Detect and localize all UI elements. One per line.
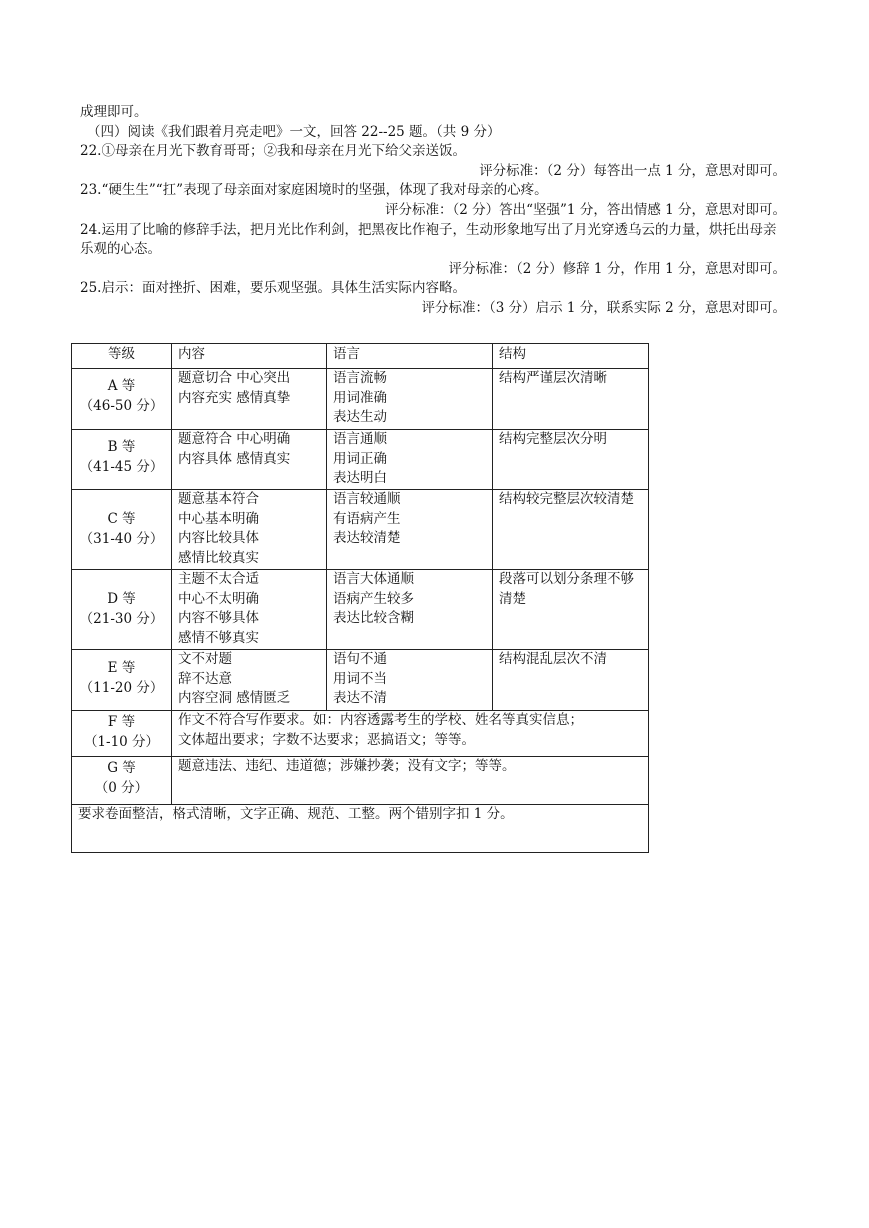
language-line: 表达较清楚 (333, 530, 401, 547)
content-line: 题意切合 中心突出 (178, 370, 291, 386)
structure-cell (493, 369, 649, 430)
header-structure: 结构 (493, 344, 649, 369)
scoring-24: 评分标准：（2 分）修辞 1 分，作用 1 分，意思对即可。 (448, 260, 786, 277)
grade-cell (72, 490, 172, 570)
content-cell (172, 369, 327, 430)
footer-note: 要求卷面整洁，格式清晰，文字正确、规范、工整。两个错别字扣 1 分。 (72, 805, 649, 853)
language-line: 表达明白 (333, 470, 387, 487)
answer-23: 23.“硬生生”“扛”表现了母亲面对家庭困境时的坚强，体现了我对母亲的心疼。 (80, 182, 548, 199)
content-line: 感情不够真实 (178, 629, 259, 646)
content-line: 主题不太合适 (178, 571, 259, 587)
description-cell (172, 757, 649, 805)
table-row (72, 490, 649, 570)
description-line: 题意违法、违纪、违道德；涉嫌抄袭；没有文字；等等。 (178, 758, 516, 774)
language-line: 语病产生较多 (333, 590, 414, 607)
grade-cell (72, 650, 172, 711)
content-cell (172, 570, 327, 650)
scoring-25: 评分标准：（3 分）启示 1 分，联系实际 2 分，意思对即可。 (421, 299, 786, 316)
grade-range: （0 分） (94, 779, 149, 796)
grade-label: A 等 (107, 378, 136, 394)
language-cell (327, 570, 493, 650)
scoring-23: 评分标准：（2 分）答出“坚强”1 分，答出情感 1 分，意思对即可。 (385, 201, 786, 218)
grade-range: （21-30 分） (79, 610, 164, 627)
grade-cell (72, 711, 172, 757)
answer-22: 22.①母亲在月光下教育哥哥；②我和母亲在月光下给父亲送饭。 (80, 143, 466, 160)
essay-rubric-table (71, 343, 649, 853)
language-line: 表达比较含糊 (333, 610, 414, 627)
content-line: 内容空洞 感情匮乏 (178, 690, 291, 707)
header-grade: 等级 (72, 344, 172, 369)
structure-text: 结构完整层次分明 (499, 431, 607, 447)
structure-text: 段落可以划分条理不够清楚 (499, 571, 634, 607)
description-cell (172, 711, 649, 757)
content-line: 文不对题 (178, 651, 232, 667)
language-line: 有语病产生 (333, 510, 401, 527)
structure-text: 结构严谨层次清晰 (499, 370, 607, 386)
table-row (72, 650, 649, 711)
grade-range: （11-20 分） (79, 679, 164, 696)
grade-range: （1-10 分） (83, 733, 160, 750)
structure-text: 结构混乱层次不清 (499, 651, 607, 667)
language-line: 语言通顺 (333, 431, 387, 447)
table-row (72, 757, 649, 805)
content-line: 中心基本明确 (178, 510, 259, 527)
content-line: 内容不够具体 (178, 610, 259, 627)
grade-label: D 等 (107, 591, 136, 607)
grade-label: C 等 (107, 511, 136, 527)
description-line: 文体超出要求；字数不达要求；恶搞语文；等等。 (178, 731, 475, 748)
section-heading: （四）阅读《我们跟着月亮走吧》一文，回答 22--25 题。（共 9 分） (87, 123, 501, 140)
language-line: 用词不当 (333, 670, 387, 687)
content-line: 题意符合 中心明确 (178, 431, 291, 447)
content-line: 辞不达意 (178, 670, 232, 687)
content-line: 题意基本符合 (178, 491, 259, 507)
description-line: 作文不符合写作要求。如：内容透露考生的学校、姓名等真实信息； (178, 712, 583, 728)
content-line: 感情比较真实 (178, 549, 259, 566)
structure-cell (493, 490, 649, 570)
language-line: 表达不清 (333, 690, 387, 707)
answer-line: 成理即可。 (80, 104, 148, 120)
table-row (72, 570, 649, 650)
content-cell (172, 430, 327, 490)
structure-text: 结构较完整层次较清楚 (499, 491, 634, 507)
content-line: 中心不太明确 (178, 590, 259, 607)
grade-label: G 等 (107, 760, 136, 776)
grade-cell (72, 757, 172, 805)
language-line: 表达生动 (333, 409, 387, 426)
language-cell (327, 369, 493, 430)
language-line: 语句不通 (333, 651, 387, 667)
grade-range: （31-40 分） (79, 530, 164, 547)
grade-label: F 等 (107, 714, 136, 730)
language-cell (327, 490, 493, 570)
content-line: 内容充实 感情真挚 (178, 389, 291, 406)
structure-cell (493, 650, 649, 711)
language-line: 语言大体通顺 (333, 571, 414, 587)
language-cell (327, 650, 493, 711)
answer-key (80, 103, 786, 319)
table-header-row (72, 344, 649, 369)
grade-range: （41-45 分） (79, 458, 164, 475)
language-line: 语言流畅 (333, 370, 387, 386)
table-row (72, 430, 649, 490)
answer-25: 25.启示：面对挫折、困难，要乐观坚强。具体生活实际内容略。 (80, 280, 466, 297)
language-line: 用词正确 (333, 450, 387, 467)
structure-cell (493, 570, 649, 650)
grade-cell (72, 570, 172, 650)
answer-24: 24.运用了比喻的修辞手法，把月光比作利剑，把黑夜比作袍子，生动形象地写出了月光穿透乌云的力量，烘托出母亲乐观的心态。 (80, 221, 777, 258)
language-line: 语言较通顺 (333, 491, 401, 507)
grade-cell (72, 430, 172, 490)
scoring-22: 评分标准：（2 分）每答出一点 1 分，意思对即可。 (479, 162, 786, 179)
grade-label: E 等 (107, 660, 136, 676)
grade-range: （46-50 分） (79, 397, 164, 414)
header-language: 语言 (327, 344, 493, 369)
header-content: 内容 (172, 344, 327, 369)
content-line: 内容具体 感情真实 (178, 450, 291, 467)
content-cell (172, 490, 327, 570)
content-cell (172, 650, 327, 711)
language-line: 用词准确 (333, 389, 387, 406)
content-line: 内容比较具体 (178, 530, 259, 547)
table-row (72, 369, 649, 430)
table-row (72, 711, 649, 757)
language-cell (327, 430, 493, 490)
grade-cell (72, 369, 172, 430)
grade-label: B 等 (107, 439, 136, 455)
table-footer-row (72, 805, 649, 853)
structure-cell (493, 430, 649, 490)
